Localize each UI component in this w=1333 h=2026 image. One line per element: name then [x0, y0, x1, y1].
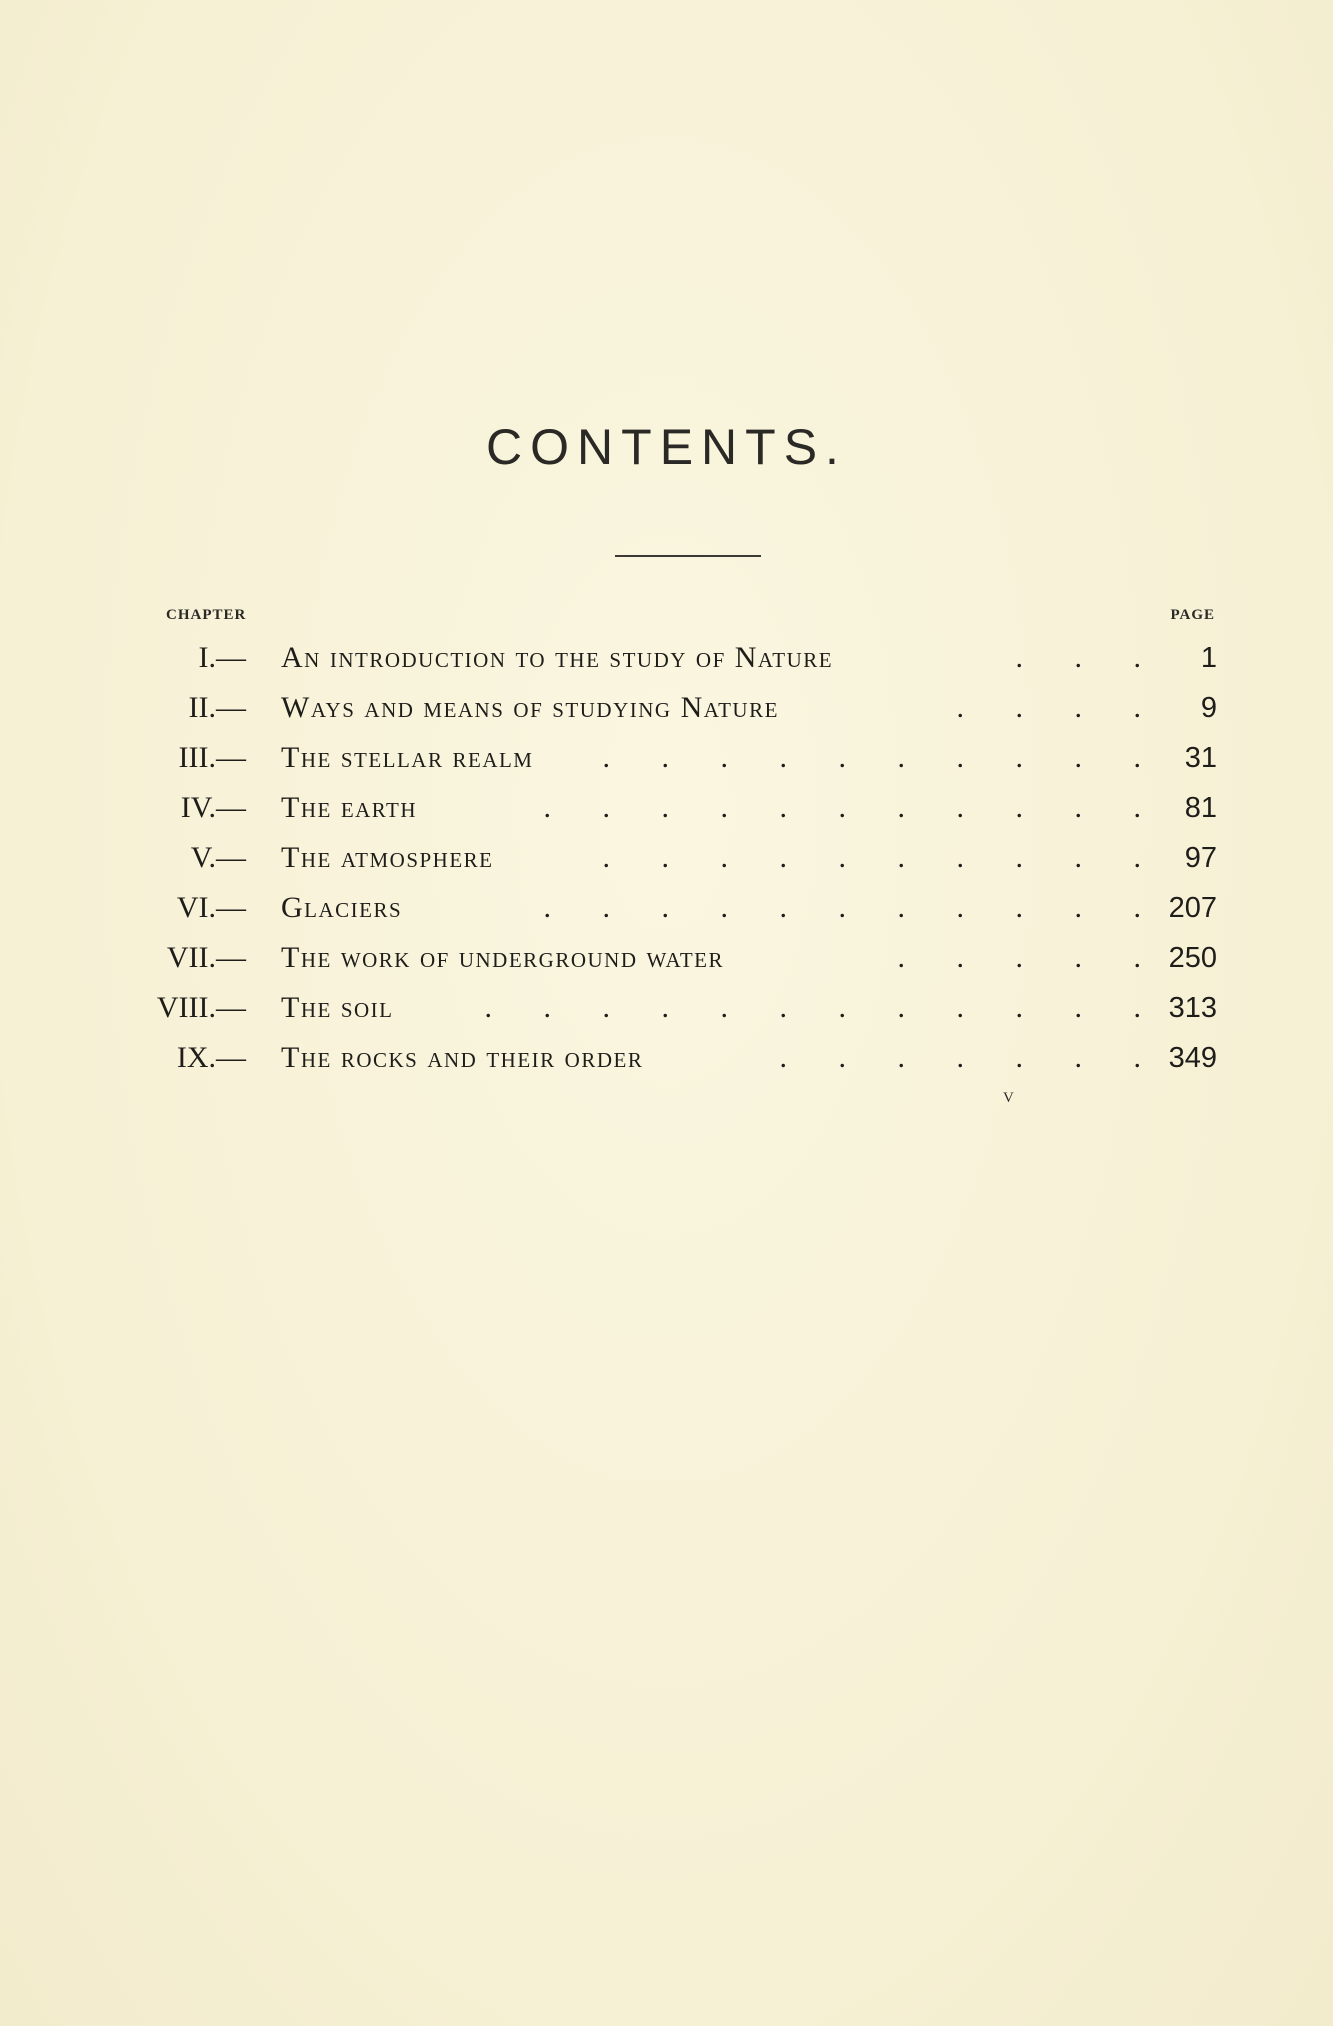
page-column-heading: PAGE: [1170, 607, 1215, 623]
toc-entry: [0, 686, 1333, 736]
toc-entry: [0, 786, 1333, 836]
chapter-number: IV.—: [180, 791, 246, 824]
leader-dots: . . . . . . . . . . . .: [484, 991, 1163, 1024]
chapter-number: V.—: [190, 841, 246, 874]
page-number: 31: [1184, 742, 1217, 774]
toc-entry: [0, 636, 1333, 686]
chapter-title: The earth: [281, 791, 418, 824]
chapter-number: II.—: [188, 691, 246, 724]
page-number: 250: [1168, 942, 1217, 974]
chapter-number: VIII.—: [156, 991, 246, 1024]
chapter-number: IX.—: [176, 1041, 246, 1074]
chapter-title: The work of underground water: [281, 941, 724, 974]
page-number: 97: [1184, 842, 1217, 874]
title-rule: [615, 555, 761, 557]
chapter-title: The soil: [281, 991, 394, 1024]
page-number: 313: [1168, 992, 1217, 1024]
chapter-number: VI.—: [176, 891, 246, 924]
chapter-number: I.—: [198, 641, 246, 674]
chapter-title: The atmosphere: [281, 841, 494, 874]
chapter-number: III.—: [178, 741, 246, 774]
page-number: 1: [1200, 642, 1217, 674]
leader-dots: . . .: [1015, 641, 1163, 674]
leader-dots: . . . . . . . . . .: [602, 741, 1163, 774]
leader-dots: . . . . . . . . . . .: [543, 791, 1163, 824]
chapter-column-heading: CHAPTER: [166, 607, 247, 623]
leader-dots: . . . . . . .: [779, 1041, 1163, 1074]
toc-entry: [0, 836, 1333, 886]
leader-dots: . . . .: [956, 691, 1163, 724]
toc-entry: [0, 736, 1333, 786]
page-number: 81: [1184, 792, 1217, 824]
toc-entry: [0, 886, 1333, 936]
leader-dots: . . . . . . . . . .: [602, 841, 1163, 874]
leader-dots: . . . . . . . . . . .: [543, 891, 1163, 924]
page-title: CONTENTS.: [486, 419, 847, 475]
chapter-number: VII.—: [166, 941, 246, 974]
chapter-title: The stellar realm: [281, 741, 534, 774]
chapter-title: An introduction to the study of Nature: [281, 641, 834, 674]
toc-entry: [0, 1036, 1333, 1086]
toc-entry: [0, 986, 1333, 1036]
page-number: 9: [1200, 692, 1217, 724]
folio-page-number: v: [1003, 1082, 1014, 1107]
chapter-title: Ways and means of studying Nature: [281, 691, 779, 724]
page-number: 349: [1168, 1042, 1217, 1074]
leader-dots: . . . . .: [897, 941, 1163, 974]
page-number: 207: [1168, 892, 1217, 924]
chapter-title: Glaciers: [281, 891, 403, 924]
chapter-title: The rocks and their order: [281, 1041, 644, 1074]
toc-entry: [0, 936, 1333, 986]
